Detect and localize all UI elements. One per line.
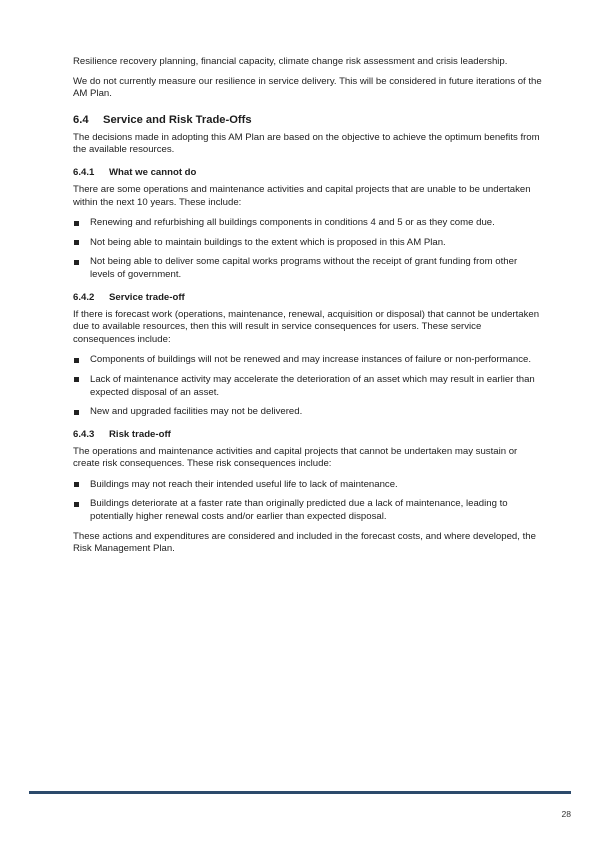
square-bullet-icon: [74, 221, 79, 226]
bullet-item: [73, 354, 543, 367]
bullet-list: [73, 217, 543, 281]
bullet-list: [73, 479, 543, 524]
subsection-title: What we cannot do: [109, 166, 197, 178]
intro-paragraph-2: We do not currently measure our resilience in service delivery. This will be considered in future iterations of the AM Plan.: [73, 75, 542, 100]
square-bullet-icon: [74, 377, 79, 382]
subsection-number: 6.4.3: [73, 428, 95, 440]
subsection-heading-what-we-cannot-do: [73, 167, 543, 179]
bullet-text: Renewing and refurbishing all buildings components in conditions 4 and 5 or as they come due.: [90, 217, 495, 229]
subsection-intro: If there is forecast work (operations, maintenance, renewal, acquisition or disposal) that cannot be undertaken due to available resources, then this will result in service consequences for users. These service consequences include:: [73, 308, 540, 345]
footer-rule: [29, 791, 571, 794]
bullet-text: Components of buildings will not be renewed and may increase instances of failure or non-performance.: [90, 354, 532, 366]
subsection-heading-service-trade-off: [73, 292, 543, 304]
square-bullet-icon: [74, 358, 79, 363]
bullet-text: Not being able to deliver some capital works programs without the receipt of grant funding from other levels of government.: [90, 256, 518, 280]
section-number: 6.4: [73, 113, 89, 126]
bullet-item: [73, 498, 543, 523]
subsection-number: 6.4.1: [73, 166, 95, 178]
subsection-title: Risk trade-off: [109, 428, 171, 440]
bullet-text: Not being able to maintain buildings to the extent which is proposed in this AM Plan.: [90, 236, 446, 248]
closing-paragraph: These actions and expenditures are considered and included in the forecast costs, and where developed, the Risk Management Plan.: [73, 530, 536, 555]
section-heading: [73, 113, 543, 127]
square-bullet-icon: [74, 260, 79, 265]
bullet-item: [73, 237, 543, 250]
square-bullet-icon: [74, 240, 79, 245]
square-bullet-icon: [74, 502, 79, 507]
subsection-number: 6.4.2: [73, 291, 95, 303]
bullet-item: [73, 256, 543, 281]
section-title: Service and Risk Trade-Offs: [103, 113, 252, 126]
bullet-text: Buildings deteriorate at a faster rate than originally predicted due a lack of maintenance, leading to potentially higher renewal costs and/or earlier than expected disposal.: [90, 498, 508, 523]
page-content: [73, 56, 543, 563]
bullet-text: Lack of maintenance activity may accelerate the deterioration of an asset which may result in earlier than expected disposal of an asset.: [90, 373, 535, 398]
bullet-item: [73, 217, 543, 230]
bullet-text: New and upgraded facilities may not be delivered.: [90, 406, 303, 418]
bullet-item: [73, 374, 543, 399]
page-number: 28: [561, 809, 571, 819]
subsection-intro: There are some operations and maintenance activities and capital projects that are unable to be undertaken within the next 10 years. These include:: [73, 183, 531, 208]
subsection-intro: The operations and maintenance activities and capital projects that cannot be undertaken may sustain or create risk consequences. These risk consequences include:: [73, 445, 518, 470]
intro-paragraph-1: Resilience recovery planning, financial capacity, climate change risk assessment and crisis leadership.: [73, 56, 508, 67]
bullet-list: [73, 354, 543, 418]
bullet-item: [73, 406, 543, 419]
subsection-title: Service trade-off: [109, 291, 185, 303]
square-bullet-icon: [74, 482, 79, 487]
bullet-text: Buildings may not reach their intended useful life to lack of maintenance.: [90, 478, 398, 490]
bullet-item: [73, 479, 543, 492]
section-intro: The decisions made in adopting this AM Plan are based on the objective to achieve the optimum benefits from the available resources.: [73, 131, 540, 156]
square-bullet-icon: [74, 410, 79, 415]
subsection-heading-risk-trade-off: [73, 429, 543, 441]
